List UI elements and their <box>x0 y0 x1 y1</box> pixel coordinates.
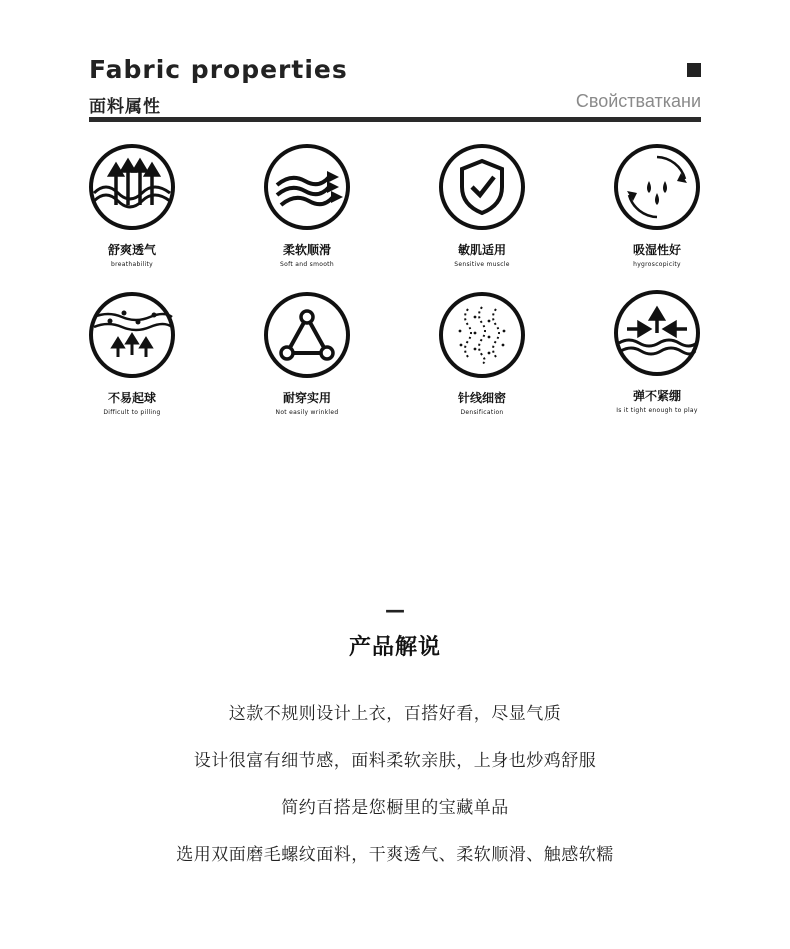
triangle-icon <box>263 291 351 379</box>
feature-label-cn: 敏肌适用 <box>457 243 506 257</box>
feature-label-cn: 不易起球 <box>107 391 156 405</box>
feature-label-cn: 柔软顺滑 <box>282 243 331 257</box>
feature-item <box>577 143 737 268</box>
shield-check-icon <box>438 143 526 231</box>
feature-label-cn: 舒爽透气 <box>107 243 156 257</box>
feature-item <box>227 291 387 416</box>
description-line: 设计很富有细节感，面料柔软亲肤，上身也炒鸡舒服 <box>193 751 597 771</box>
anti-pilling-icon <box>88 291 176 379</box>
feature-label-cn: 针线细密 <box>457 391 506 405</box>
feature-label-en: breathability <box>111 261 153 268</box>
description-line: 简约百搭是您橱里的宝藏单品 <box>281 798 509 818</box>
header-divider <box>89 117 701 122</box>
feature-item <box>227 143 387 268</box>
soft-wave-icon <box>263 143 351 231</box>
feature-item <box>402 291 562 416</box>
product-description-header <box>0 600 790 661</box>
feature-item <box>52 143 212 268</box>
feature-label-cn: 弹不紧绷 <box>632 389 681 403</box>
water-drops-icon <box>613 143 701 231</box>
feature-label-en: Sensitive muscle <box>454 261 510 268</box>
feature-label-en: Is it tight enough to play <box>616 407 698 414</box>
feature-label-cn: 吸湿性好 <box>632 243 681 257</box>
feature-item <box>52 291 212 416</box>
feature-label-cn: 耐穿实用 <box>282 391 331 405</box>
feature-label-en: Soft and smooth <box>280 261 334 268</box>
section-title: 产品解说 <box>348 635 441 660</box>
title-chinese: 面料属性 <box>89 97 161 117</box>
elastic-arrows-icon <box>613 289 701 377</box>
title-russian: Свойстваткани <box>575 91 701 111</box>
description-lines <box>0 702 790 890</box>
square-marker-icon <box>687 63 701 77</box>
feature-label-en: Difficult to pilling <box>103 409 161 416</box>
feature-label-en: Densification <box>460 409 504 416</box>
title-english: Fabric properties <box>89 55 348 84</box>
breathable-arrows-icon <box>88 143 176 231</box>
description-line: 选用双面磨毛螺纹面料，干爽透气、柔软顺滑、触感软糯 <box>176 845 614 865</box>
feature-item <box>577 289 737 414</box>
dash-divider: — <box>385 598 405 622</box>
description-line: 这款不规则设计上衣，百搭好看，尽显气质 <box>228 704 562 724</box>
dense-thread-icon <box>438 291 526 379</box>
feature-item <box>402 143 562 268</box>
feature-label-en: Not easily wrinkled <box>275 409 339 416</box>
feature-label-en: hygroscopicity <box>633 261 681 268</box>
